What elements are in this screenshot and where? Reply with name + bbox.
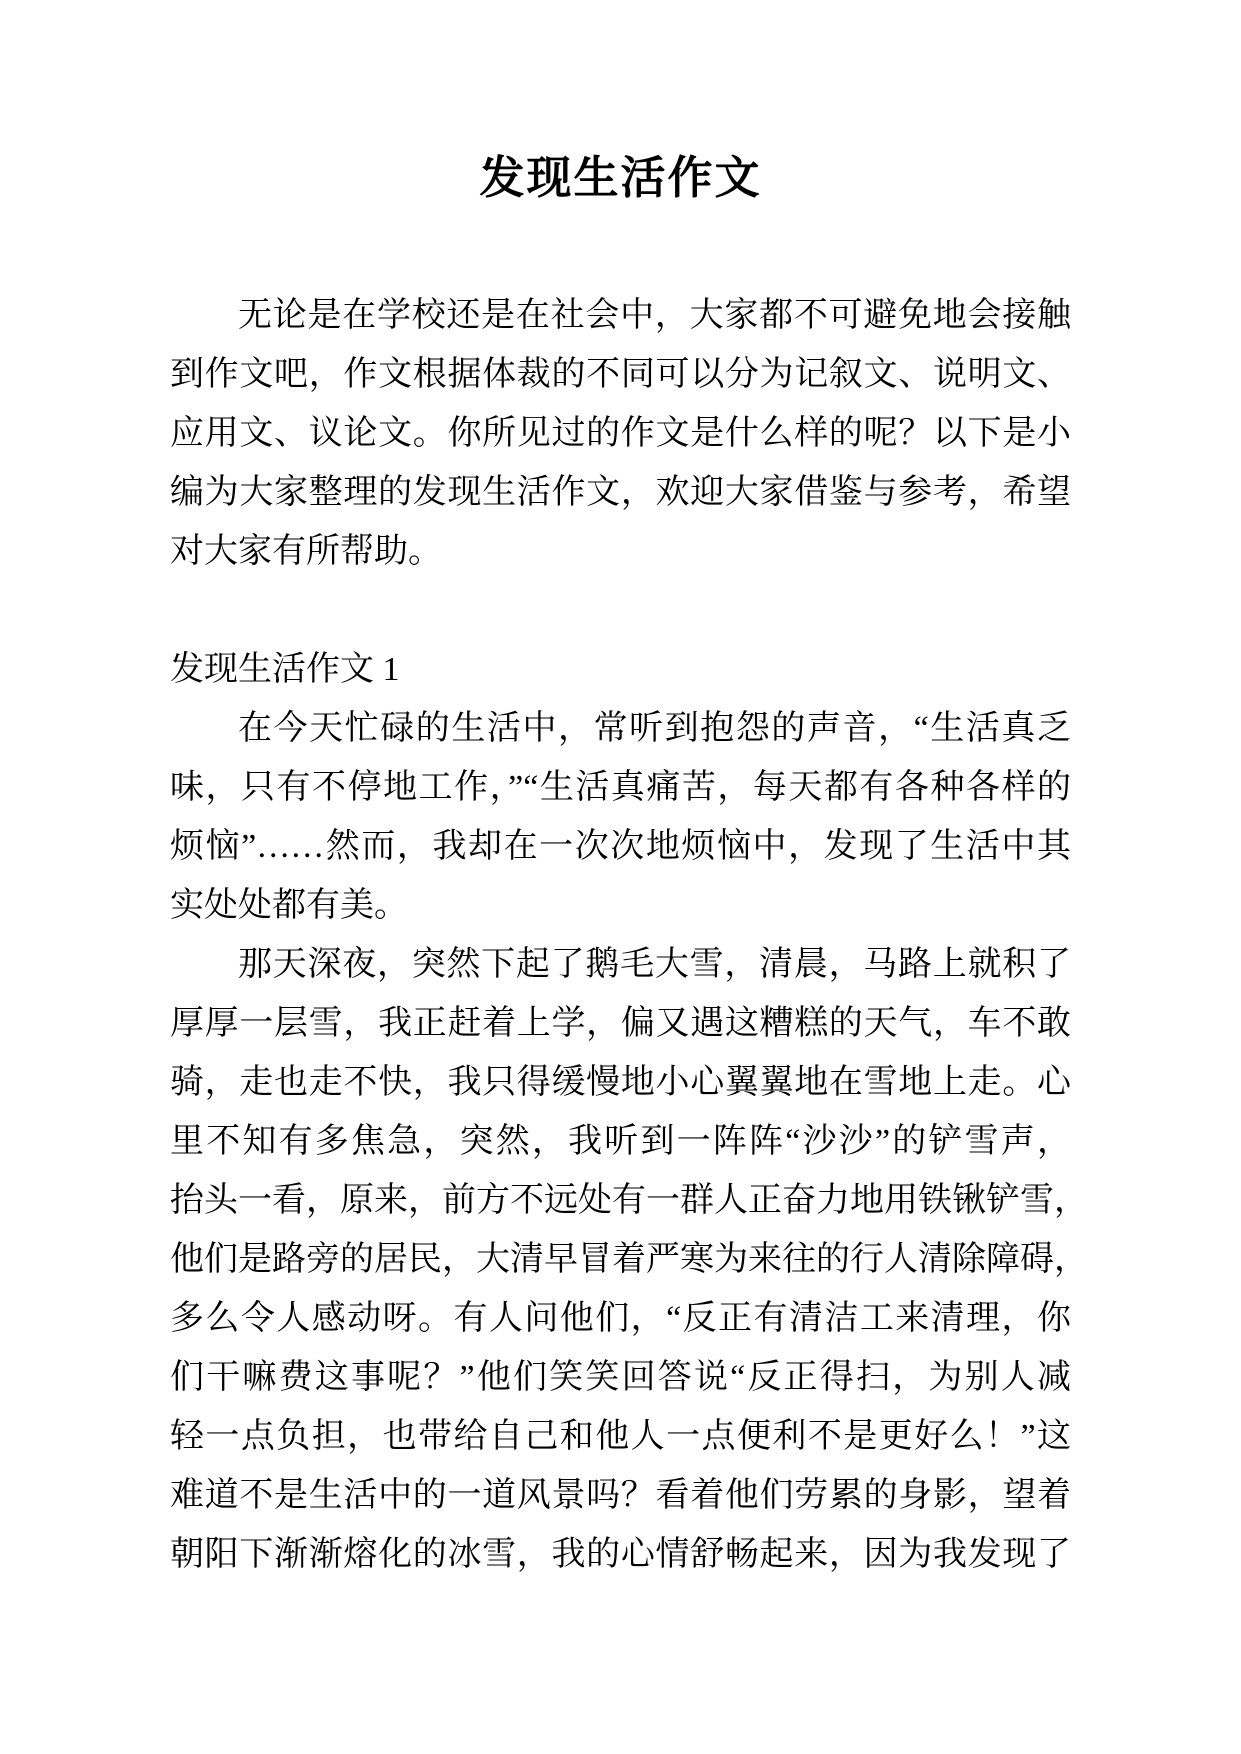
- essay-line: 轻一点负担，也带给自己和他人一点便利不是更好么！”这: [170, 1418, 1071, 1455]
- document-title: 发现生活作文: [479, 153, 762, 203]
- intro-paragraph: [170, 286, 1071, 581]
- essay-line: 在今天忙碌的生活中，常听到抱怨的声音，“生活真乏: [238, 710, 1071, 747]
- intro-line: 编为大家整理的发现生活作文，欢迎大家借鉴与参考，希望: [170, 474, 1071, 511]
- essay-line: 厚厚一层雪，我正赶着上学，偏又遇这糟糕的天气，车不敢: [170, 1005, 1071, 1042]
- document-body: [170, 286, 1088, 1584]
- essay-line: 骑，走也走不快，我只得缓慢地小心翼翼地在雪地上走。心: [170, 1064, 1071, 1101]
- essay-line: 那天深夜，突然下起了鹅毛大雪，清晨，马路上就积了: [238, 946, 1071, 983]
- section-heading: 发现生活作文 1: [170, 651, 400, 688]
- essay-line: 他们是路旁的居民，大清早冒着严寒为来往的行人清除障碍，: [170, 1241, 1088, 1278]
- essay-line: 们干嘛费这事呢？”他们笑笑回答说“反正得扫，为别人减: [170, 1359, 1071, 1396]
- essay-line: 多么令人感动呀。有人问他们，“反正有清洁工来清理，你: [170, 1300, 1071, 1337]
- essay-paragraph-1: [170, 699, 1071, 935]
- essay-line: 味，只有不停地工作，”“生活真痛苦，每天都有各种各样的: [170, 769, 1071, 806]
- intro-line: 到作文吧，作文根据体裁的不同可以分为记叙文、说明文、: [170, 356, 1071, 393]
- essay-line: 里不知有多焦急，突然，我听到一阵阵“沙沙”的铲雪声，: [170, 1123, 1071, 1160]
- intro-line: 对大家有所帮助。: [170, 533, 442, 570]
- intro-line: 无论是在学校还是在社会中，大家都不可避免地会接触: [238, 297, 1071, 334]
- essay-line: 抬头一看，原来，前方不远处有一群人正奋力地用铁锹铲雪，: [170, 1182, 1088, 1219]
- essay-line: 烦恼”……然而，我却在一次次地烦恼中，发现了生活中其: [170, 828, 1071, 865]
- essay-paragraph-2: [170, 935, 1088, 1584]
- essay-line: 实处处都有美。: [170, 887, 408, 924]
- intro-line: 应用文、议论文。你所见过的作文是什么样的呢？以下是小: [170, 415, 1071, 452]
- essay-line: 朝阳下渐渐熔化的冰雪，我的心情舒畅起来，因为我发现了: [170, 1536, 1071, 1573]
- essay-line: 难道不是生活中的一道风景吗？看着他们劳累的身影，望着: [170, 1477, 1071, 1514]
